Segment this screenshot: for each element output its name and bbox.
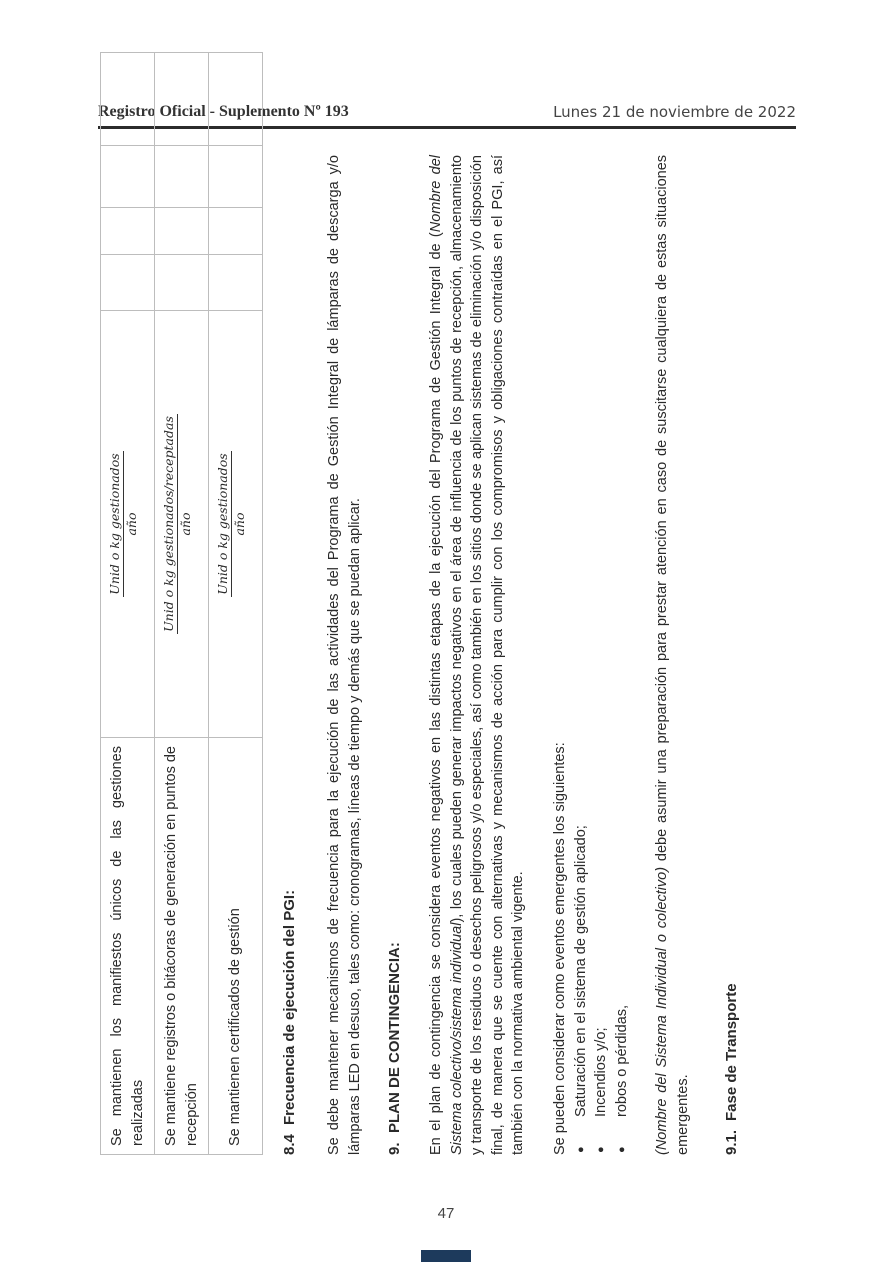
table-cell-description: Se mantiene registros o bitácoras de generación en puntos de recepción <box>155 738 209 1155</box>
paragraph: En el plan de contingencia se considera eventos negativos en las distintas etapas de la ejecución del Programa de Gestión Integral de (Nombre del Sistema colectivo/sistema individual), los cuales pueden generar impactos negativos en el área de influencia de los puntos de recepción, almacenamiento y transporte de los residuos o desechos peligrosos y/o especiales, así como también en los sitios donde se aplican sistemas de eliminación y/o disposición final, de manera que se cuente con alternativas y mecanismos de acción para cumplir con los compromisos y obligaciones contraídas en el PGI, así también con la normativa ambiental vigente. <box>428 155 526 1155</box>
section-heading: 9.PLAN DE CONTINGENCIA: <box>386 942 403 1155</box>
formula: Unid o kg gestionados año <box>107 453 139 595</box>
section-heading: 9.1.Fase de Transporte <box>723 983 740 1155</box>
rotated-content <box>100 155 790 1155</box>
formula: Unid o kg gestionados/receptadas año <box>161 416 193 632</box>
table-cell-formula <box>155 311 209 738</box>
list-item: ● Saturación en el sistema de gestión aplicado; <box>571 155 592 1131</box>
table-cell <box>101 208 155 255</box>
section-9 <box>385 155 406 1155</box>
section-8-4 <box>280 155 301 1155</box>
section-9-body <box>426 155 529 1155</box>
section-heading: 8.4Frecuencia de ejecución del PGI: <box>281 889 298 1155</box>
table-cell-formula <box>209 311 263 738</box>
paragraph: Se debe mantener mecanismos de frecuencia para la ejecución de las actividades del Programa de Gestión Integral de lámparas de descarga y/o lámparas LED en desuso, tales como: cronogramas, líneas de tiempo y demás que se puedan aplicar. <box>326 155 363 1155</box>
events-intro: Se pueden considerar como eventos emergentes los siguientes: <box>552 742 568 1155</box>
table-cell-description: Se mantienen los manifiestos únicos de las gestiones realizadas <box>101 738 155 1155</box>
indicators-table <box>100 52 263 1155</box>
list-item: ● robos o pérdidas, <box>612 155 633 1131</box>
table-cell-description: Se mantienen certificados de gestión <box>209 738 263 1155</box>
table-cell <box>155 255 209 311</box>
table-cell <box>101 255 155 311</box>
header-date: Lunes 21 de noviembre de 2022 <box>553 103 796 121</box>
table-cell <box>209 208 263 255</box>
table-cell <box>209 53 263 146</box>
list-item: ● Incendios y/o; <box>591 155 612 1131</box>
table-row <box>209 53 263 1155</box>
table-row <box>155 53 209 1155</box>
table-cell <box>101 53 155 146</box>
table-cell <box>155 53 209 146</box>
table-cell <box>209 255 263 311</box>
section-9-1 <box>722 155 743 1155</box>
events-block <box>550 155 632 1155</box>
table-cell <box>155 146 209 208</box>
header-publication: Registro Oficial - Suplemento Nº 193 <box>98 103 349 120</box>
page-number: 47 <box>437 1205 455 1222</box>
events-list <box>571 155 633 1155</box>
table-cell-formula <box>101 311 155 738</box>
preparation-paragraph <box>652 155 693 1155</box>
table-cell <box>101 146 155 208</box>
formula: Unid o kg gestionados año <box>215 453 247 595</box>
section-8-4-body <box>324 155 365 1155</box>
table-row <box>101 53 155 1155</box>
footer-bar <box>421 1250 471 1262</box>
paragraph: (Nombre del Sistema Individual o colectivo) debe asumir una preparación para prestar atención en caso de suscitarse cualquiera de estas situaciones emergentes. <box>654 154 691 1155</box>
table-cell <box>155 208 209 255</box>
table-cell <box>209 146 263 208</box>
